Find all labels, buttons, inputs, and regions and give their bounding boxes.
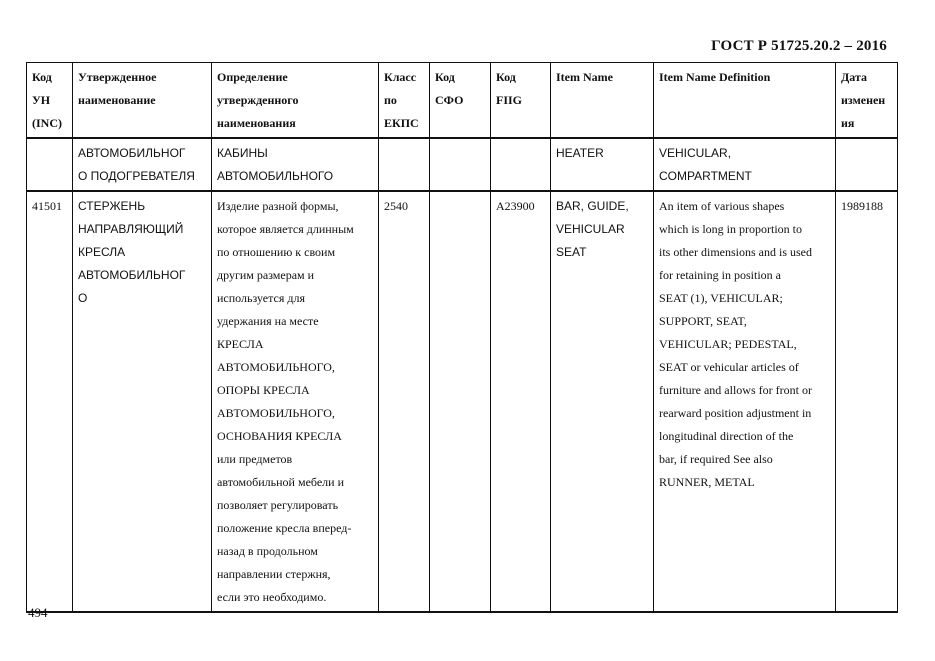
cell-definition: КАБИНЫ АВТОМОБИЛЬНОГО bbox=[212, 138, 379, 191]
page-number: 494 bbox=[28, 605, 48, 620]
cell-definition: Изделие разной формы, которое является длинным по отношению к своим другим размерам и используется для удержания на месте КРЕСЛА АВТОМОБИЛЬНОГО, ОПОРЫ КРЕСЛА АВТОМОБИЛЬНОГО, ОСНОВАНИЯ КРЕСЛА или предметов автомобильной мебели и позволяет регулировать положение кресла вперед- назад в продольном направлении стержня, если это необходимо. bbox=[212, 191, 379, 612]
column-header-inc: Код УН (INC) bbox=[27, 63, 73, 139]
cell-ekps-class bbox=[379, 138, 430, 191]
table-row-continuation bbox=[27, 138, 898, 191]
column-header-ekps-class: Класс по ЕКПС bbox=[379, 63, 430, 139]
cell-sfo-code bbox=[430, 138, 491, 191]
column-header-date: Дата изменен ия bbox=[836, 63, 898, 139]
cell-date bbox=[836, 138, 898, 191]
item-names-table bbox=[26, 62, 898, 613]
column-header-item-definition: Item Name Definition bbox=[654, 63, 836, 139]
column-header-definition: Определение утвержденного наименования bbox=[212, 63, 379, 139]
cell-date: 1989188 bbox=[836, 191, 898, 612]
cell-inc bbox=[27, 138, 73, 191]
column-header-sfo-code: Код СФО bbox=[430, 63, 491, 139]
column-header-fiig-code: Код FIIG bbox=[491, 63, 551, 139]
document-code: ГОСТ Р 51725.20.2 – 2016 bbox=[711, 38, 887, 54]
table-row bbox=[27, 191, 898, 612]
cell-item-definition: VEHICULAR, COMPARTMENT bbox=[654, 138, 836, 191]
cell-item-definition: An item of various shapes which is long in proportion to its other dimensions and is used for retaining in position a SEAT (1), VEHICULAR; SUPPORT, SEAT, VEHICULAR; PEDESTAL, SEAT or vehicular articles of furniture and allows for front or rearward position adjustment in longitudinal direction of the bar, if required See also RUNNER, METAL bbox=[654, 191, 836, 612]
cell-approved-name: СТЕРЖЕНЬ НАПРАВЛЯЮЩИЙ КРЕСЛА АВТОМОБИЛЬНОГ О bbox=[73, 191, 212, 612]
cell-item-name: BAR, GUIDE, VEHICULAR SEAT bbox=[551, 191, 654, 612]
column-header-approved-name: Утвержденное наименование bbox=[73, 63, 212, 139]
cell-fiig-code: A23900 bbox=[491, 191, 551, 612]
table-header-row bbox=[27, 63, 898, 139]
cell-fiig-code bbox=[491, 138, 551, 191]
cell-ekps-class: 2540 bbox=[379, 191, 430, 612]
cell-sfo-code bbox=[430, 191, 491, 612]
cell-approved-name: АВТОМОБИЛЬНОГ О ПОДОГРЕВАТЕЛЯ bbox=[73, 138, 212, 191]
cell-inc: 41501 bbox=[27, 191, 73, 612]
column-header-item-name: Item Name bbox=[551, 63, 654, 139]
cell-item-name: HEATER bbox=[551, 138, 654, 191]
